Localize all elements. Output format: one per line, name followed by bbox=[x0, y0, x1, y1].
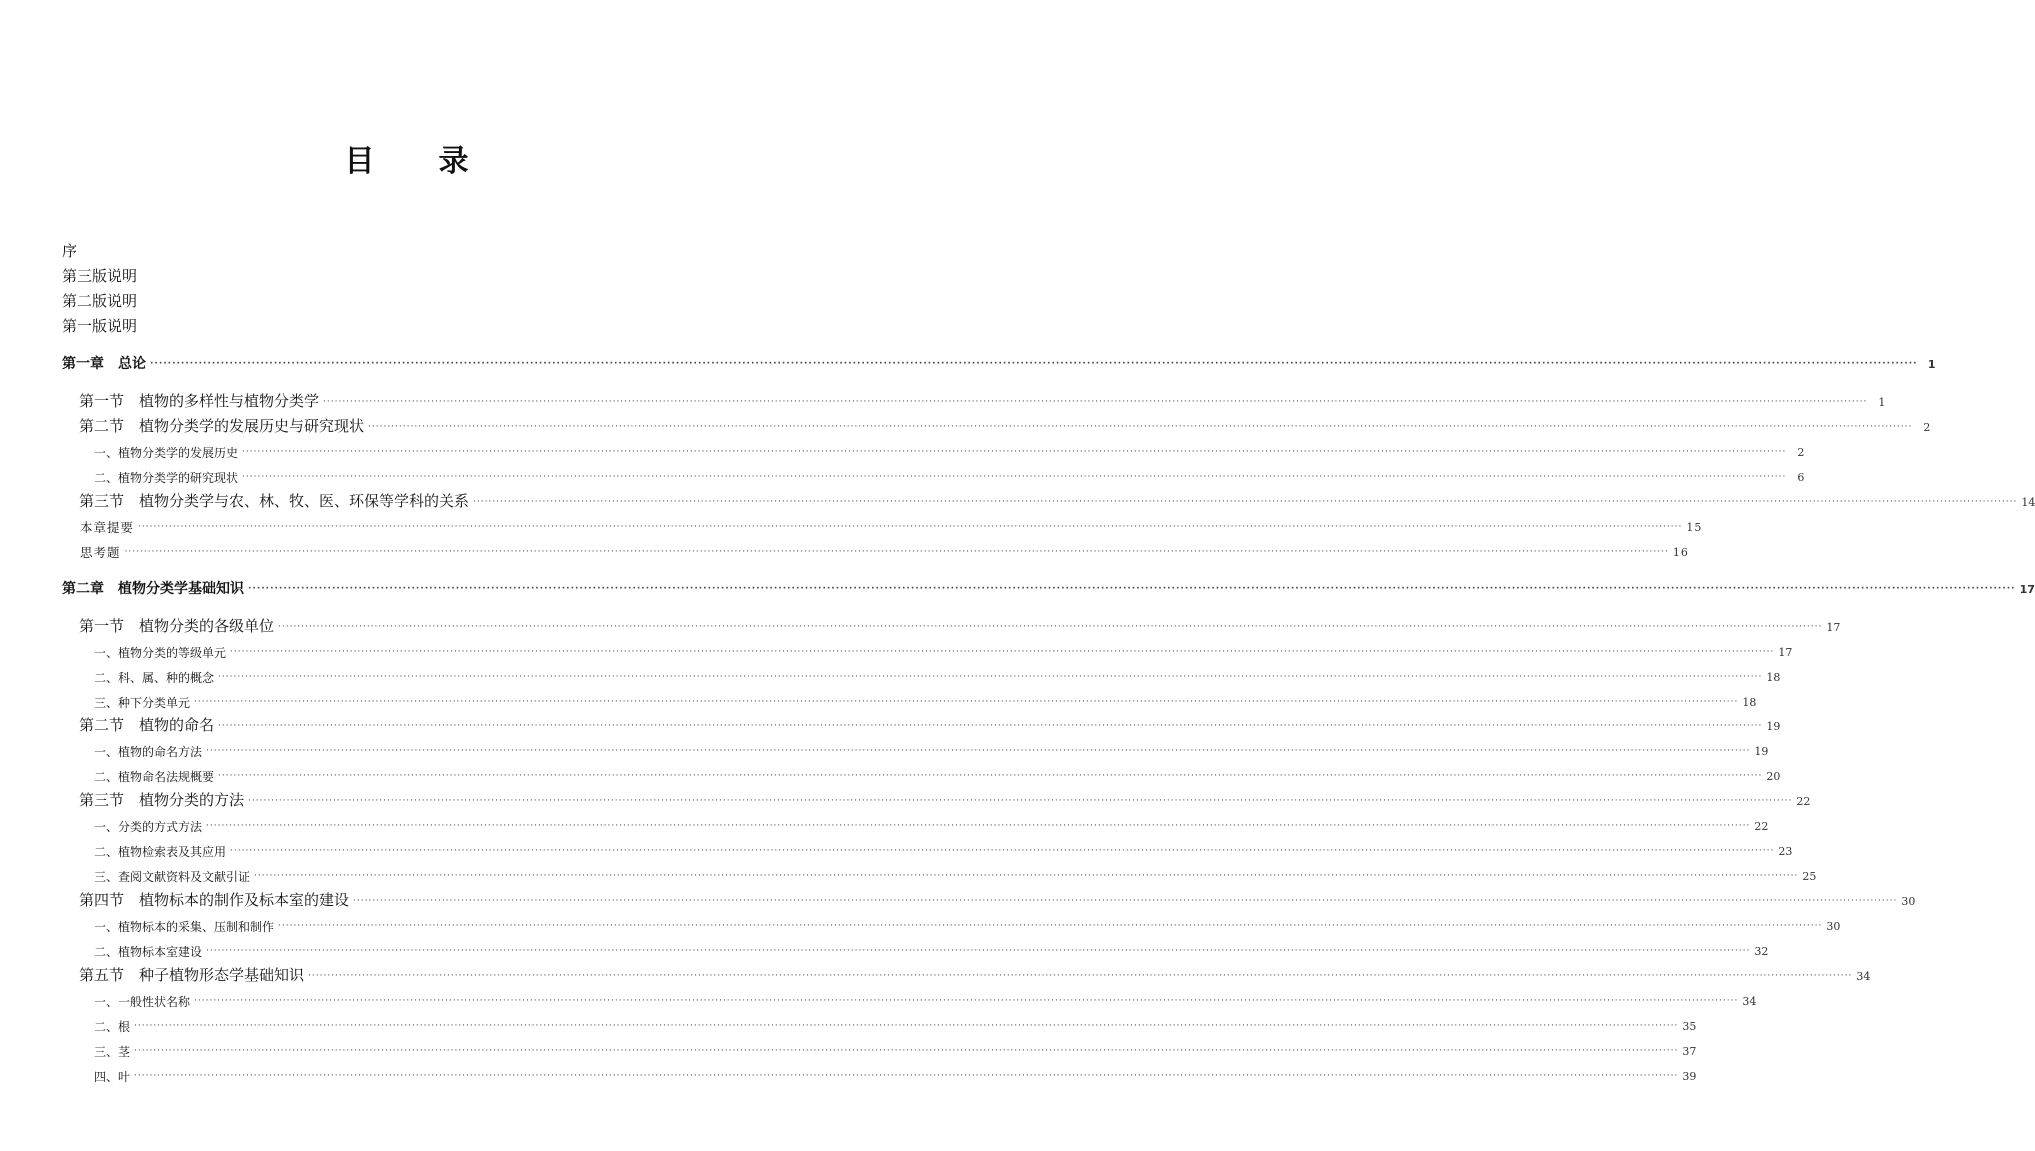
toc-entry-label: 二、植物分类学的研究现状 bbox=[94, 471, 239, 485]
dot-leader: ················································································································································································································································································································································································································ bbox=[206, 746, 1751, 756]
toc-entry-page-number: 25 bbox=[1802, 870, 1817, 883]
toc-entry-label: 三、查阅文献资料及文献引证 bbox=[94, 870, 251, 884]
toc-entry-page-number: 18 bbox=[1766, 671, 1781, 684]
dot-leader: ················································································································································································································································································································································································································ bbox=[248, 796, 1793, 806]
toc-entry[interactable] bbox=[79, 414, 1931, 436]
toc-entry-label: 一、植物标本的采集、压制和制作 bbox=[94, 920, 275, 934]
front-matter-second-edition[interactable]: 第二版说明 bbox=[62, 292, 138, 310]
toc-entry-label: 二、植物命名法规概要 bbox=[94, 770, 215, 784]
toc-entry[interactable] bbox=[94, 813, 1769, 835]
toc-entry-label: 第一节 植物分类的各级单位 bbox=[79, 617, 275, 635]
toc-entry[interactable] bbox=[79, 389, 1886, 411]
title-char-1: 目 bbox=[344, 144, 375, 179]
dot-leader: ················································································································································································································································································································································································································ bbox=[218, 672, 1763, 682]
dot-leader: ················································································································································································································································································································································································································ bbox=[194, 697, 1739, 707]
toc-entry-label: 一、植物分类学的发展历史 bbox=[94, 446, 239, 460]
toc-entry-label: 二、植物检索表及其应用 bbox=[94, 845, 227, 859]
toc-entry-page-number: 30 bbox=[1901, 895, 1916, 908]
toc-entry-page-number: 23 bbox=[1778, 845, 1793, 858]
toc-entry[interactable] bbox=[94, 639, 1793, 661]
toc-entry-page-number: 18 bbox=[1742, 696, 1757, 709]
toc-entry-page-number: 16 bbox=[1672, 546, 1689, 559]
toc-entry-label: 三、种下分类单元 bbox=[94, 696, 191, 710]
toc-entry-page-number: 17 bbox=[1826, 621, 1841, 634]
toc-entry[interactable] bbox=[94, 1013, 1697, 1035]
toc-entry[interactable] bbox=[79, 788, 1811, 810]
dot-leader: ················································································································································································································································································································································································································ bbox=[242, 447, 1787, 457]
dot-leader: ················································································································································································································································································································································································································ bbox=[134, 1046, 1679, 1056]
toc-entry-page-number: 17 bbox=[2019, 583, 2035, 596]
toc-entry[interactable] bbox=[94, 763, 1781, 785]
toc-entry-page-number: 35 bbox=[1682, 1020, 1697, 1033]
toc-entry[interactable] bbox=[94, 689, 1757, 711]
dot-leader: ················································································································································································································································································································································································································ bbox=[308, 971, 1853, 981]
dot-leader: ················································································································································································································································································································································································································ bbox=[206, 821, 1751, 831]
toc-entry-page-number: 37 bbox=[1682, 1045, 1697, 1058]
toc-entry-page-number: 34 bbox=[1742, 995, 1757, 1008]
dot-leader: ················································································································································································································································································································································································································ bbox=[473, 497, 2018, 507]
toc-entry-page-number: 30 bbox=[1826, 920, 1841, 933]
toc-entry-label: 第一节 植物的多样性与植物分类学 bbox=[79, 392, 320, 410]
toc-entry[interactable] bbox=[94, 1063, 1697, 1085]
toc-entry-label: 第三节 植物分类的方法 bbox=[79, 791, 245, 809]
toc-entry-page-number: 2 bbox=[1923, 421, 1931, 434]
dot-leader: ················································································································································································································································································································································································································ bbox=[138, 522, 1683, 532]
front-matter-third-edition[interactable]: 第三版说明 bbox=[62, 267, 138, 285]
toc-entry[interactable] bbox=[79, 888, 1916, 910]
toc-entry-page-number: 6 bbox=[1797, 471, 1805, 484]
toc-entry[interactable] bbox=[94, 464, 1805, 486]
dot-leader: ················································································································································································································································································································································································································ bbox=[194, 996, 1739, 1006]
dot-leader: ················································································································································································································································································································································································································ bbox=[134, 1021, 1679, 1031]
toc-entry[interactable] bbox=[80, 539, 1689, 561]
toc-entry[interactable] bbox=[94, 863, 1817, 885]
dot-leader: ················································································································································································································································································································································································································ bbox=[368, 422, 1913, 432]
toc-entry[interactable] bbox=[79, 963, 1871, 985]
dot-leader: ················································································································································································································································································································································································································ bbox=[230, 846, 1775, 856]
toc-entry[interactable] bbox=[94, 838, 1793, 860]
toc-entry-page-number: 2 bbox=[1797, 446, 1805, 459]
toc-entry-label: 本章提要 bbox=[80, 520, 135, 535]
toc-entry[interactable] bbox=[94, 1038, 1697, 1060]
dot-leader: ················································································································································································································································································································································································································ bbox=[218, 771, 1763, 781]
toc-entry-page-number: 1 bbox=[1927, 358, 1936, 371]
front-matter-first-edition[interactable]: 第一版说明 bbox=[62, 317, 138, 335]
toc-entry[interactable] bbox=[79, 713, 1781, 735]
toc-entry-label: 三、茎 bbox=[94, 1045, 131, 1059]
toc-entry-page-number: 15 bbox=[1686, 521, 1703, 534]
dot-leader: ················································································································································································································································································································································································································ bbox=[230, 647, 1775, 657]
toc-entry-page-number: 17 bbox=[1778, 646, 1793, 659]
toc-entry-label: 第二章 植物分类学基础知识 bbox=[62, 581, 244, 597]
toc-entry-page-number: 20 bbox=[1766, 770, 1781, 783]
toc-entry-label: 二、科、属、种的概念 bbox=[94, 671, 215, 685]
toc-entry-label: 第三节 植物分类学与农、林、牧、医、环保等学科的关系 bbox=[79, 492, 470, 510]
dot-leader: ················································································································································································································································································································································································································ bbox=[218, 721, 1763, 731]
toc-entry-label: 第一章 总论 bbox=[62, 356, 146, 372]
toc-entry[interactable] bbox=[94, 738, 1769, 760]
toc-entry-label: 第二节 植物分类学的发展历史与研究现状 bbox=[79, 417, 365, 435]
dot-leader: ················································································································································································································································································································································································································ bbox=[124, 547, 1669, 557]
dot-leader: ················································································································································································································································································································································································································ bbox=[150, 359, 1918, 369]
toc-entry-page-number: 22 bbox=[1754, 820, 1769, 833]
toc-entry-label: 思考题 bbox=[80, 545, 121, 560]
toc-entry-page-number: 19 bbox=[1754, 745, 1769, 758]
toc-entry[interactable] bbox=[79, 489, 2035, 511]
dot-leader: ················································································································································································································································································································································································································ bbox=[323, 397, 1868, 407]
toc-entry-page-number: 32 bbox=[1754, 945, 1769, 958]
toc-entry[interactable] bbox=[94, 913, 1841, 935]
dot-leader: ················································································································································································································································································································································································································ bbox=[278, 921, 1823, 931]
dot-leader: ················································································································································································································································································································································································································ bbox=[353, 896, 1898, 906]
toc-entry-label: 一、植物分类的等级单元 bbox=[94, 646, 227, 660]
toc-entry-label: 四、叶 bbox=[94, 1070, 131, 1084]
dot-leader: ················································································································································································································································································································································································································ bbox=[254, 871, 1799, 881]
dot-leader: ················································································································································································································································································································································································································ bbox=[248, 584, 2016, 594]
toc-entry-label: 二、根 bbox=[94, 1020, 131, 1034]
toc-entry[interactable] bbox=[94, 439, 1805, 461]
dot-leader: ················································································································································································································································································································································································································ bbox=[242, 472, 1787, 482]
toc-entry[interactable] bbox=[94, 938, 1769, 960]
toc-entry[interactable] bbox=[79, 614, 1841, 636]
toc-entry[interactable] bbox=[94, 988, 1757, 1010]
toc-entry[interactable] bbox=[62, 351, 1936, 373]
toc-entry-label: 二、植物标本室建设 bbox=[94, 945, 203, 959]
toc-entry-label: 一、一般性状名称 bbox=[94, 995, 191, 1009]
dot-leader: ················································································································································································································································································································································································································ bbox=[278, 622, 1823, 632]
front-matter-preface[interactable]: 序 bbox=[62, 242, 78, 260]
toc-entry-label: 第四节 植物标本的制作及标本室的建设 bbox=[79, 891, 350, 909]
toc-entry-label: 第二节 植物的命名 bbox=[79, 716, 215, 734]
toc-entry[interactable] bbox=[80, 514, 1703, 536]
toc-entry-page-number: 22 bbox=[1796, 795, 1811, 808]
dot-leader: ················································································································································································································································································································································································································ bbox=[134, 1071, 1679, 1081]
toc-entry-label: 一、分类的方式方法 bbox=[94, 820, 203, 834]
dot-leader: ················································································································································································································································································································································································································ bbox=[206, 946, 1751, 956]
title-char-2: 录 bbox=[438, 144, 469, 179]
toc-entry-page-number: 1 bbox=[1878, 396, 1886, 409]
toc-entry[interactable] bbox=[94, 664, 1781, 686]
toc-entry[interactable] bbox=[62, 576, 2035, 598]
toc-entry-page-number: 39 bbox=[1682, 1070, 1697, 1083]
toc-entry-label: 一、植物的命名方法 bbox=[94, 745, 203, 759]
toc-entry-label: 第五节 种子植物形态学基础知识 bbox=[79, 966, 305, 984]
toc-entry-page-number: 19 bbox=[1766, 720, 1781, 733]
toc-entry-page-number: 14 bbox=[2021, 496, 2035, 509]
toc-entry-page-number: 34 bbox=[1856, 970, 1871, 983]
